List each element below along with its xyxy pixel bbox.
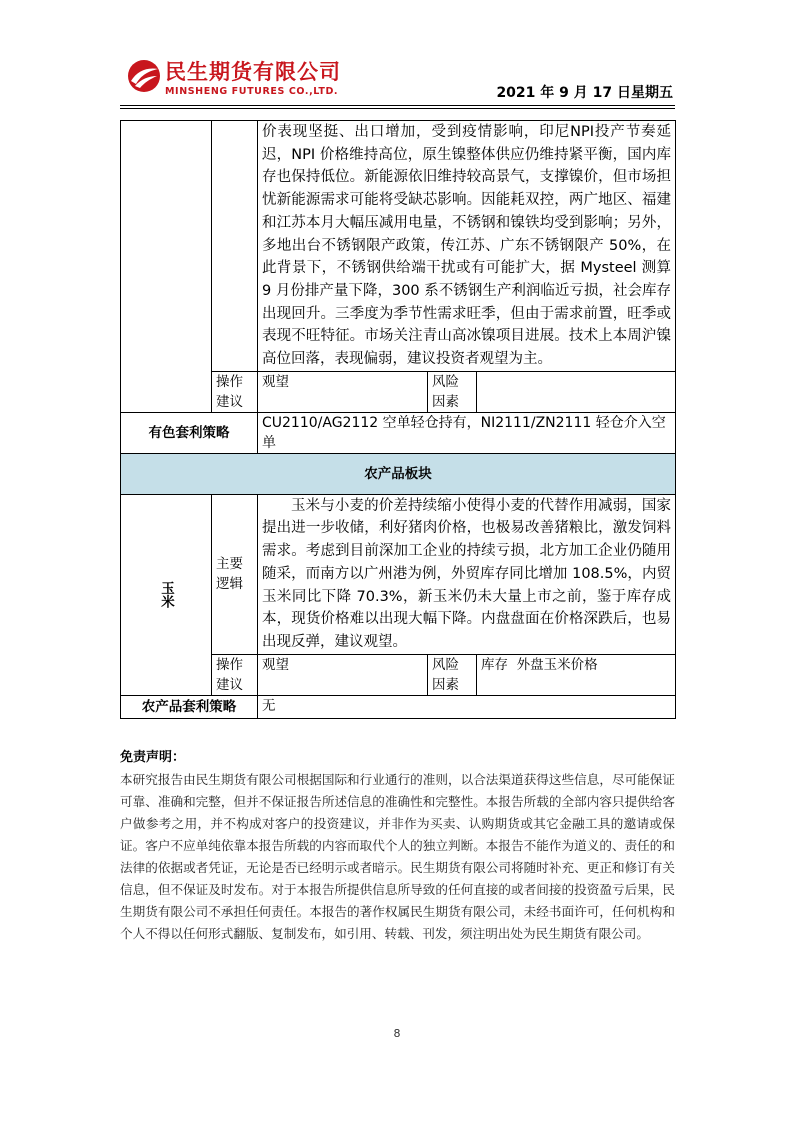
disclaimer-title: 免责声明： [120,750,186,765]
nickel-logic-row [121,121,676,372]
corn-logic-label: 主要逻辑 [212,494,258,654]
corn-risk-value: 库存 外盘玉米价格 [477,654,676,695]
company-logo [127,57,367,102]
agri-section-title: 农产品板块 [121,453,676,494]
logo-company-name-cn: 民生期货有限公司 [165,60,341,84]
nickel-logic-text: 价表现坚挺、出口增加，受到疫情影响，印尼NPI投产节奏延迟，NPI 价格维持高位，原生镍整体供应仍维持紧平衡，国内库存也保持低位。新能源依旧维持较高景气，支撑镍价，但市场担忧新能源需求可能将受缺芯影响。因能耗双控，两广地区、福建和江苏本月大幅压减用电量，不锈钢和镍铁均受到影响；另外，多地出台不锈钢限产政策，传江苏、广东不锈钢限产 50%，在此背景下，不锈钢供给端干扰或有可能扩大，据 Mysteel 测算 9 月份排产量下降，300 系不锈钢生产利润临近亏损，社会库存出现回升。三季度为季节性需求旺季，但由于需求前置，旺季或表现不旺特征。市场关注青山高冰镍项目进展。技术上本周沪镍高位回落，表现偏弱，建议投资者观望为主。 [258,121,676,372]
agri-arb-label: 农产品套利策略 [121,695,258,718]
nonferrous-arb-value: CU2110/AG2112 空单轻仓持有，NI2111/ZN2111 轻仓介入空单 [258,412,676,453]
agri-arb-row [121,695,676,718]
corn-logic-row [121,494,676,654]
nonferrous-arb-label: 有色套利策略 [121,412,258,453]
corn-name: 玉米 [158,581,174,609]
corn-op-value: 观望 [258,654,428,695]
report-date: 2021 年 9 月 17 日星期五 [496,85,673,101]
nickel-name-cell [121,121,212,413]
nickel-logic-label-cell [212,121,258,372]
corn-logic-text: 玉米与小麦的价差持续缩小使得小麦的代替作用减弱，国家提出进一步收储，利好猪肉价格，也极易改善猪粮比，激发饲料需求。考虑到目前深加工企业的持续亏损，北方加工企业仍随用随采，而南方以广州港为例，外贸库存同比增加 108.5%，内贸玉米同比下降 70.3%，新玉米仍未大量上市之前，鉴于库存成本，现货价格难以出现大幅下降。内盘盘面在价格深跌后，也易出现反弹，建议观望。 [258,494,676,654]
nickel-risk-value [477,371,676,412]
agri-arb-value: 无 [258,695,676,718]
nonferrous-arb-row [121,412,676,453]
minsheng-logo-icon [127,59,161,93]
corn-op-label: 操作建议 [212,654,258,695]
corn-name-cell [121,494,212,695]
nickel-op-label: 操作建议 [212,371,258,412]
nickel-risk-label: 风险因素 [428,371,477,412]
header-rule-top [120,105,675,106]
disclaimer-body: 本研究报告由民生期货有限公司根据国际和行业通行的准则，以合法渠道获得这些信息，尽可能保证可靠、准确和完整，但并不保证报告所述信息的准确性和完整性。本报告所载的全部内容只提供给客户做参考之用，并不构成对客户的投资建议，并非作为买卖、认购期货或其它金融工具的邀请或保证。客户不应单纯依靠本报告所载的内容而取代个人的独立判断。本报告不能作为道义的、责任的和法律的依据或者凭证，无论是否已经明示或者暗示。民生期货有限公司将随时补充、更正和修订有关信息，但不保证及时发布。对于本报告所提供信息所导致的任何直接的或者间接的投资盈亏后果，民生期货有限公司不承担任何责任。本报告的著作权属民生期货有限公司，未经书面许可，任何机构和个人不得以任何形式翻版、复制发布，如引用、转载、刊发，须注明出处为民生期货有限公司。 [120,772,675,941]
strategy-table [120,120,676,719]
agri-section-row [121,453,676,494]
header-rule-bottom [120,108,675,109]
nickel-op-value: 观望 [258,371,428,412]
page-number: 8 [393,1027,401,1040]
logo-company-name-en: MINSHENG FUTURES CO.,LTD. [165,86,339,97]
corn-risk-label: 风险因素 [428,654,477,695]
